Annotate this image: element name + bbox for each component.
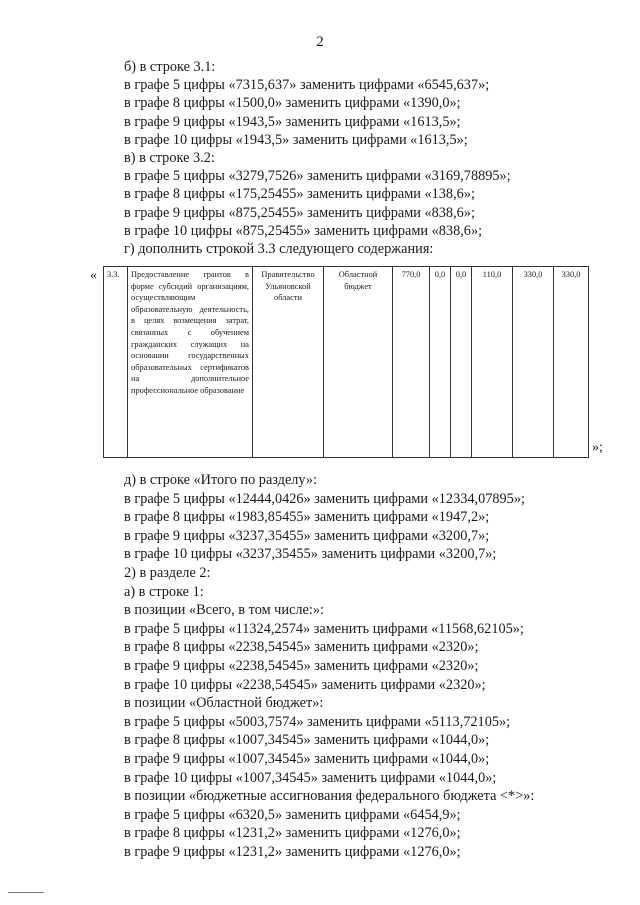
value-cell: 330,0 — [554, 267, 589, 458]
text-line: в графе 9 цифры «875,25455» заменить цифрами «838,6»; — [124, 204, 475, 221]
text-line: в позиции «Всего, в том числе:»: — [124, 602, 324, 619]
text-line: в графе 10 цифры «2238,54545» заменить цифрами «2320»; — [124, 676, 486, 693]
text-line: в графе 8 цифры «1007,34545» заменить цифрами «1044,0»; — [124, 732, 490, 749]
text-line: в графе 9 цифры «1231,2» заменить цифрами «1276,0»; — [124, 843, 461, 860]
measure-name-cell: Предоставление грантов в форме субсидий организациям, осуществляющим образовательную деятельность, в целях возмещения затрат, связанных с обучением гражданских служащих на основании государственных образовательных сертификатов на дополнительное профессиональное образование — [128, 267, 253, 458]
value-cell: 330,0 — [513, 267, 554, 458]
table-open-quote: « — [90, 268, 97, 283]
text-line: г) дополнить строкой 3.3 следующего содержания: — [124, 240, 434, 257]
text-line: в графе 5 цифры «12444,0426» заменить цифрами «12334,07895»; — [124, 490, 525, 507]
value-cell: 110,0 — [472, 267, 513, 458]
text-line: в позиции «Областной бюджет»: — [124, 695, 324, 712]
table-close-quote: »; — [592, 440, 603, 455]
text-line: д) в строке «Итого по разделу»: — [124, 472, 318, 488]
text-line: в графе 8 цифры «1983,85455» заменить цифрами «1947,2»; — [124, 509, 490, 526]
text-line: в графе 8 цифры «1500,0» заменить цифрами «1390,0»; — [124, 95, 461, 112]
text-line: в графе 9 цифры «1943,5» заменить цифрами «1613,5»; — [124, 113, 461, 130]
text-line: в позиции «бюджетные ассигнования федерального бюджета <*>»: — [124, 788, 535, 805]
row-number-cell: 3.3. — [104, 267, 128, 458]
text-line: в графе 5 цифры «7315,637» заменить цифрами «6545,637»; — [124, 77, 490, 94]
text-line: в графе 8 цифры «175,25455» заменить цифрами «138,6»; — [124, 186, 475, 203]
text-line: в графе 5 цифры «3279,7526» заменить цифрами «3169,78895»; — [124, 168, 511, 185]
inserted-row-table — [103, 266, 589, 458]
value-cell-total: 770,0 — [393, 267, 430, 458]
text-line: в графе 10 цифры «1943,5» заменить цифрами «1613,5»; — [124, 131, 468, 148]
footer-rule — [8, 892, 44, 893]
table-row — [104, 267, 589, 458]
executor-cell: Правительство Ульяновской области — [253, 267, 324, 458]
text-line: в графе 10 цифры «1007,34545» заменить цифрами «1044,0»; — [124, 769, 497, 786]
text-line: в графе 9 цифры «3237,35455» заменить цифрами «3200,7»; — [124, 527, 490, 544]
text-line: в графе 8 цифры «2238,54545» заменить цифрами «2320»; — [124, 639, 479, 656]
text-line: б) в строке 3.1: — [124, 59, 216, 75]
text-line: в) в строке 3.2: — [124, 149, 215, 166]
text-line: в графе 9 цифры «1007,34545» заменить цифрами «1044,0»; — [124, 750, 490, 767]
text-line: в графе 10 цифры «875,25455» заменить цифрами «838,6»; — [124, 222, 483, 239]
text-line: 2) в разделе 2: — [124, 564, 211, 581]
funding-source-cell: Областной бюджет — [324, 267, 393, 458]
value-cell: 0,0 — [451, 267, 472, 458]
amendment-list-top — [124, 58, 624, 258]
text-line: в графе 5 цифры «11324,2574» заменить цифрами «11568,62105»; — [124, 620, 524, 637]
text-line: в графе 8 цифры «1231,2» заменить цифрами «1276,0»; — [124, 825, 461, 842]
text-line: а) в строке 1: — [124, 583, 204, 600]
text-line: в графе 5 цифры «6320,5» заменить цифрами «6454,9»; — [124, 806, 461, 823]
text-line: в графе 5 цифры «5003,7574» заменить цифрами «5113,72105»; — [124, 713, 511, 730]
text-line: в графе 9 цифры «2238,54545» заменить цифрами «2320»; — [124, 657, 479, 674]
text-line: в графе 10 цифры «3237,35455» заменить цифрами «3200,7»; — [124, 546, 497, 563]
page-number: 2 — [316, 34, 324, 50]
amendment-list-bottom — [124, 471, 624, 861]
value-cell: 0,0 — [430, 267, 451, 458]
